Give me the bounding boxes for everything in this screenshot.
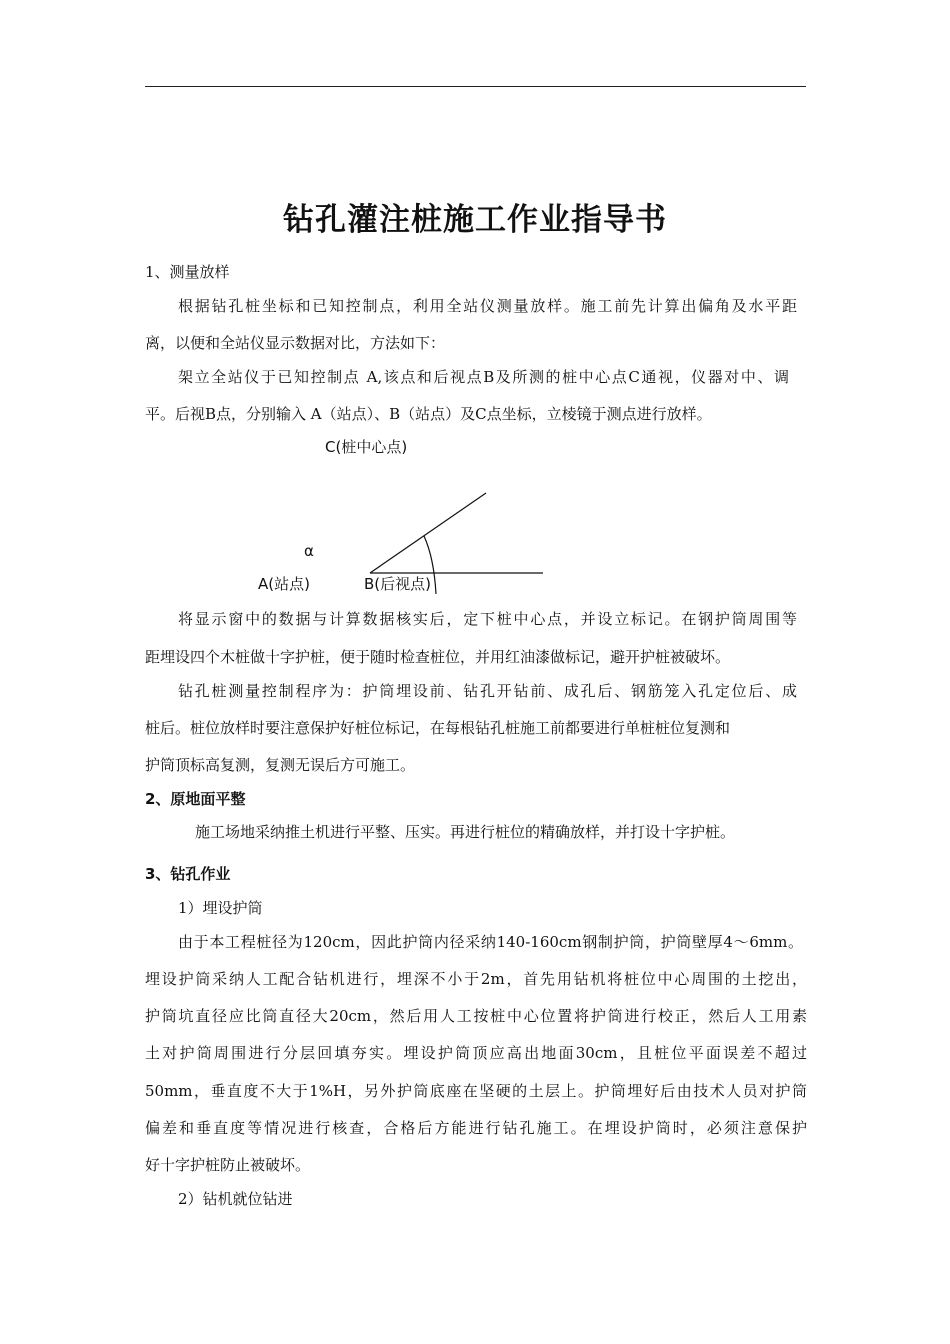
paragraph-line: 护筒坑直径应比筒直径大20cm，然后用人工按桩中心位置将护筒进行校正，然后人工用素 (145, 1007, 807, 1025)
paragraph-line: 钻孔桩测量控制程序为：护筒埋设前、钻孔开钻前、成孔后、钢筋笼入孔定位后、成 (178, 682, 797, 700)
label-point-a: A(站点) (258, 575, 310, 593)
paragraph-line: 土对护筒周围进行分层回填夯实。埋设护筒顶应高出地面30cm，且桩位平面误差不超过 (145, 1044, 807, 1062)
paragraph-line: 根据钻孔桩坐标和已知控制点，利用全站仪测量放样。施工前先计算出偏角及水平距 (178, 297, 797, 315)
paragraph-line: 护筒顶标高复测，复测无误后方可施工。 (145, 756, 416, 774)
section-heading-survey: 1、测量放样 (145, 263, 230, 281)
document-title: 钻孔灌注桩施工作业指导书 (283, 202, 667, 238)
paragraph-line: 施工场地采纳推土机进行平整、压实。再进行桩位的精确放样，并打设十字护桩。 (195, 823, 736, 841)
paragraph-line: 桩后。桩位放样时要注意保护好桩位标记，在每根钻孔桩施工前都要进行单桩桩位复测和 (145, 719, 731, 737)
paragraph-line: 由于本工程桩径为120cm，因此护筒内径采纳140-160cm钢制护筒，护筒壁厚4～6mm。 (178, 933, 803, 951)
paragraph-line: 埋设护筒采纳人工配合钻机进行，埋深不小于2m，首先用钻机将桩位中心周围的土挖出， (145, 970, 807, 988)
paragraph-line: 偏差和垂直度等情况进行核查，合格后方能进行钻孔施工。在埋设护筒时，必须注意保护 (145, 1119, 807, 1137)
section-heading-drilling: 3、钻孔作业 (145, 865, 231, 883)
paragraph-line: 离，以便和全站仪显示数据对比，方法如下： (145, 334, 446, 352)
paragraph-line: 架立全站仪于已知控制点 A,该点和后视点B及所测的桩中心点C通视，仪器对中、调 (178, 368, 789, 386)
paragraph-line: 距埋设四个木桩做十字护桩，便于随时检查桩位，并用红油漆做标记，避开护桩被破坏。 (145, 648, 731, 666)
header-rule (145, 86, 806, 87)
paragraph-line: 平。后视B点，分别输入 A（站点）、B（站点）及C点坐标，立棱镜于测点进行放样。 (145, 405, 712, 423)
label-point-c: C(桩中心点) (325, 438, 408, 456)
sight-line-ac (370, 493, 486, 573)
paragraph-line: 将显示窗中的数据与计算数据核实后，定下桩中心点，并设立标记。在钢护筒周围等 (178, 610, 797, 628)
subheading-casing: 1）埋设护筒 (178, 899, 263, 917)
label-point-b: B(后视点) (364, 575, 431, 593)
label-alpha: α (304, 542, 314, 560)
section-heading-leveling: 2、原地面平整 (145, 790, 246, 808)
paragraph-line: 50mm，垂直度不大于1%H，另外护筒底座在坚硬的土层上。护筒埋好后由技术人员对护筒 (145, 1082, 807, 1100)
subheading-drill-positioning: 2）钻机就位钻进 (178, 1190, 293, 1208)
paragraph-line: 好十字护桩防止被破坏。 (145, 1156, 311, 1174)
